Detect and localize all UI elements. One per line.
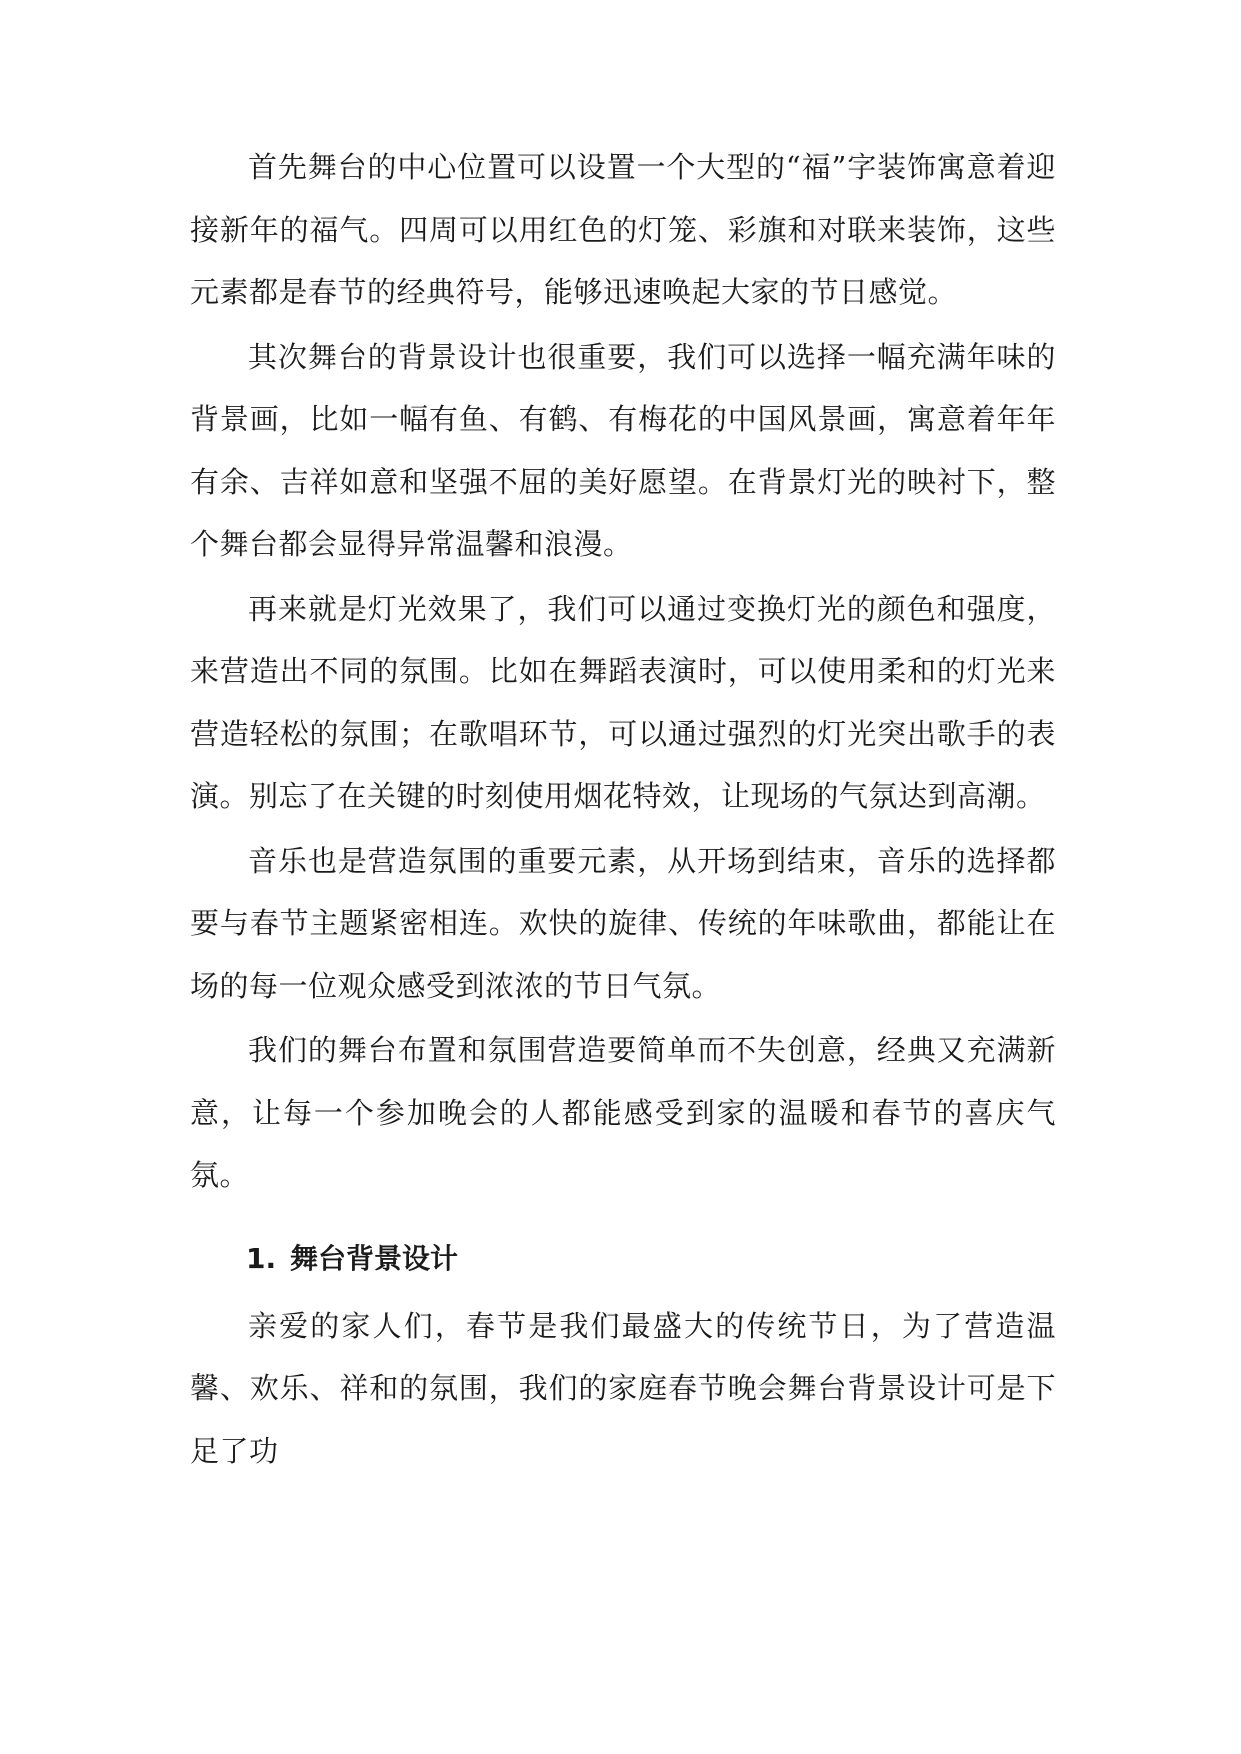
paragraph-music: 音乐也是营造氛围的重要元素，从开场到结束，音乐的选择都要与春节主题紧密相连。欢快的旋律、传统的年味歌曲，都能让在场的每一位观众感受到浓浓的节日气氛。 xyxy=(190,843,1056,1003)
section-number: 1. xyxy=(246,1241,277,1275)
paragraph-lighting: 再来就是灯光效果了，我们可以通过变换灯光的颜色和强度，来营造出不同的氛围。比如在舞蹈表演时，可以使用柔和的灯光来营造轻松的氛围；在歌唱环节，可以通过强烈的灯光突出歌手的表演。别忘了在关键的时刻使用烟花特效，让现场的气氛达到高潮。 xyxy=(190,591,1056,813)
paragraph-intro: 亲爱的家人们，春节是我们最盛大的传统节日，为了营造温馨、欢乐、祥和的氛围，我们的家庭春节晚会舞台背景设计可是下足了功 xyxy=(190,1308,1056,1468)
paragraph-summary: 我们的舞台布置和氛围营造要简单而不失创意，经典又充满新意，让每一个参加晚会的人都能感受到家的温暖和春节的喜庆气氛。 xyxy=(190,1033,1056,1192)
section-title: 舞台背景设计 xyxy=(290,1241,459,1275)
section-heading xyxy=(190,1225,1056,1293)
paragraph-stage-background: 其次舞台的背景设计也很重要，我们可以选择一幅充满年味的背景画，比如一幅有鱼、有鹤、有梅花的中国风景画，寓意着年年有余、吉祥如意和坚强不屈的美好愿望。在背景灯光的映衬下，整个舞台都会显得异常温馨和浪漫。 xyxy=(190,339,1056,561)
paragraph-stage-center: 首先舞台的中心位置可以设置一个大型的“福”字装饰寓意着迎接新年的福气。四周可以用红色的灯笼、彩旗和对联来装饰，这些元素都是春节的经典符号，能够迅速唤起大家的节日感觉。 xyxy=(190,150,1056,309)
